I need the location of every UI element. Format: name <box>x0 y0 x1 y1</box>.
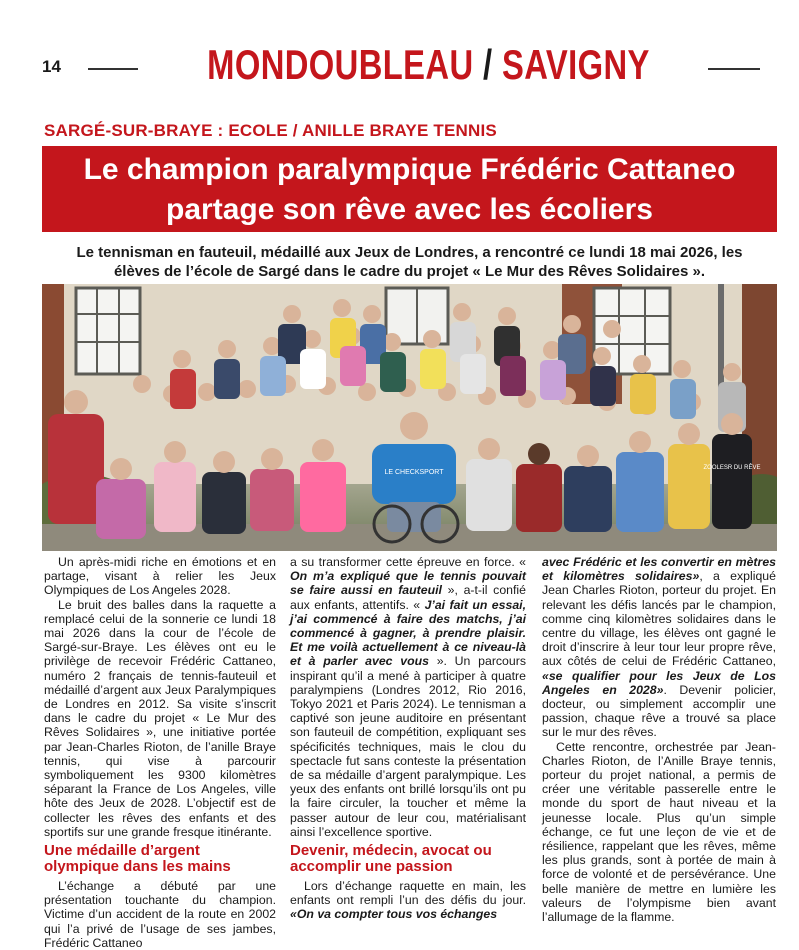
col2-paragraph-1 <box>290 555 526 839</box>
section-title-separator: / <box>473 41 502 88</box>
col3-quote-1: avec Frédéric et les convertir en mètres et kilomètres solidaires» <box>542 555 776 584</box>
section-title-left: MONDOUBLEAU <box>207 41 474 88</box>
article-kicker: SARGÉ-SUR-BRAYE : ECOLE / ANILLE BRAYE TENNIS <box>44 121 497 140</box>
col2-quote-2: J’ai fait un essai, j’ai commencé à faire des matchs, j’ai commencé à gagner, à prendre plaisir. Et me voilà actuellement à ce niveau-là et à parler avec vous <box>290 597 526 669</box>
col2-p1-text-a: a su transformer cette épreuve en force. « <box>290 555 526 569</box>
col2-p1-text-c: ». Un parcours inspirant qu’il a mené à participer à quatre paralympiens (Londres 2012, Rio 2016, Tokyo 2021 et Paris 2024). Le tennisman a captivé son jeune auditoire en présentant son fauteuil de compétition, expliquant ses spécificités techniques, mais le clou du spectacle fut sans conteste la présentation de sa médaille d’argent paralympique. Les yeux des enfants ont brillé lorsqu’ils ont pu la faire circuler, la toucher et même la passer autour de leur cou, matérialisant ainsi l’excellence sportive. <box>290 654 526 839</box>
section-title-right: SAVIGNY <box>502 41 650 88</box>
page-number: 14 <box>42 57 61 76</box>
col2-paragraph-2 <box>290 879 526 922</box>
tshirt-text-right: ZOOLESR DU RÊVE <box>703 465 761 471</box>
col3-paragraph-2: Cette rencontre, orchestrée par Jean-Charles Rioton, de l’Anille Braye tennis, porteur du projet national, a permis de créer une véritable passerelle entre le monde du sport de haut niveau et la jeunesse locale. Plus qu’un simple échange, ce fut une leçon de vie et de résilience, rappelant que les rêves, même les plus grands, sont à portée de main à force de volonté et de persévérance. Une belle manière de mettre en lumière les valeurs de l’olympisme bien avant l’allumage de la flamme. <box>542 739 776 925</box>
col2-quote-3: «On va compter tous vos échanges <box>290 907 498 922</box>
headline-box <box>42 146 777 232</box>
standfirst-line-2: élèves de l’école de Sargé dans le cadre du projet « Le Mur des Rêves Solidaires ». <box>113 263 706 280</box>
col3-paragraph-1 <box>542 555 776 740</box>
col2-quote-1: On m’a expliqué que le tennis pouvait se faire aussi en fauteuil <box>290 569 526 598</box>
group-photo <box>42 284 777 551</box>
article-column-1 <box>44 555 276 950</box>
header-rule-left <box>88 68 138 70</box>
col3-quote-2: «se qualifier pour les Jeux de Los Angeles en 2028» <box>542 668 776 697</box>
col3-p1-text-b: . Devenir policier, docteur, ou simplement accomplir une passion, chaque rêve a trouvé sa place sur le mur des rêves. <box>542 682 776 740</box>
headline-line-2: partage son rêve avec les écoliers <box>166 193 653 226</box>
subheading-2: Devenir, médecin, avocat ou accomplir une passion <box>290 842 492 876</box>
headline-line-1: Le champion paralympique Frédéric Cattaneo <box>83 153 736 186</box>
article-column-3 <box>542 555 776 924</box>
standfirst-line-1: Le tennisman en fauteuil, médaillé aux Jeux de Londres, a rencontré ce lundi 18 mai 2026, les <box>76 244 743 261</box>
col2-p2-text: Lors d’échange raquette en main, les enfants ont rempli l’un des défis du jour. <box>290 879 526 908</box>
col3-p1-text-a: , a expliqué Jean Charles Rioton, porteur du projet. En relevant les défis lancés par le champion, comme cinq kilomètres solidaires dans le centre du village, les élèves ont gagné le droit d’inscrire à leur tour leur propre rêve, aux côtés de celui de Frédéric Cattaneo, <box>542 569 776 669</box>
tshirt-text-center: LE CHECKSPORT <box>384 469 444 476</box>
header-rule-right <box>708 68 760 70</box>
col1-paragraph-3: L’échange a débuté par une présentation touchante du champion. Victime d’un accident de la route en 2002 qui l’a privé de l’usage de ses jambes, Frédéric Cattaneo <box>44 879 276 950</box>
article-column-2 <box>290 555 526 922</box>
subheading-1: Une médaille d’argent olympique dans les mains <box>44 842 231 876</box>
col1-paragraph-2: Le bruit des balles dans la raquette a remplacé celui de la sonnerie ce lundi 18 mai 2026 dans la cour de l’école de Sargé-sur-Braye. Les élèves ont eu le privilège de recevoir Frédéric Cattaneo, numéro 2 français de tennis-fauteuil et médaillé d’argent aux Jeux Paralympiques de Londres en 2012. Sa visite s’inscrit dans le cadre du projet « Le Mur des Rêves Solidaires », une initiative portée par Jean-Charles Rioton, de l’anille Braye tennis, qui vise à parcourir symboliquement les 9300 kilomètres séparant la France de Los Angeles, ville hôte des Jeux de 2028. L’objectif est de collecter les rêves des enfants et des sportifs sur une grande fresque itinérante. <box>44 597 276 839</box>
group-photo-illustration <box>42 284 777 551</box>
col2-p1-text-b: », a-t-il confié aux enfants, attentifs. « <box>290 583 526 612</box>
section-title <box>207 38 650 92</box>
standfirst <box>42 243 777 281</box>
window-left <box>76 288 140 374</box>
col1-paragraph-1: Un après-midi riche en émotions et en partage, visant à relier les Jeux Olympiques de Los Angeles 2028. <box>44 555 276 598</box>
